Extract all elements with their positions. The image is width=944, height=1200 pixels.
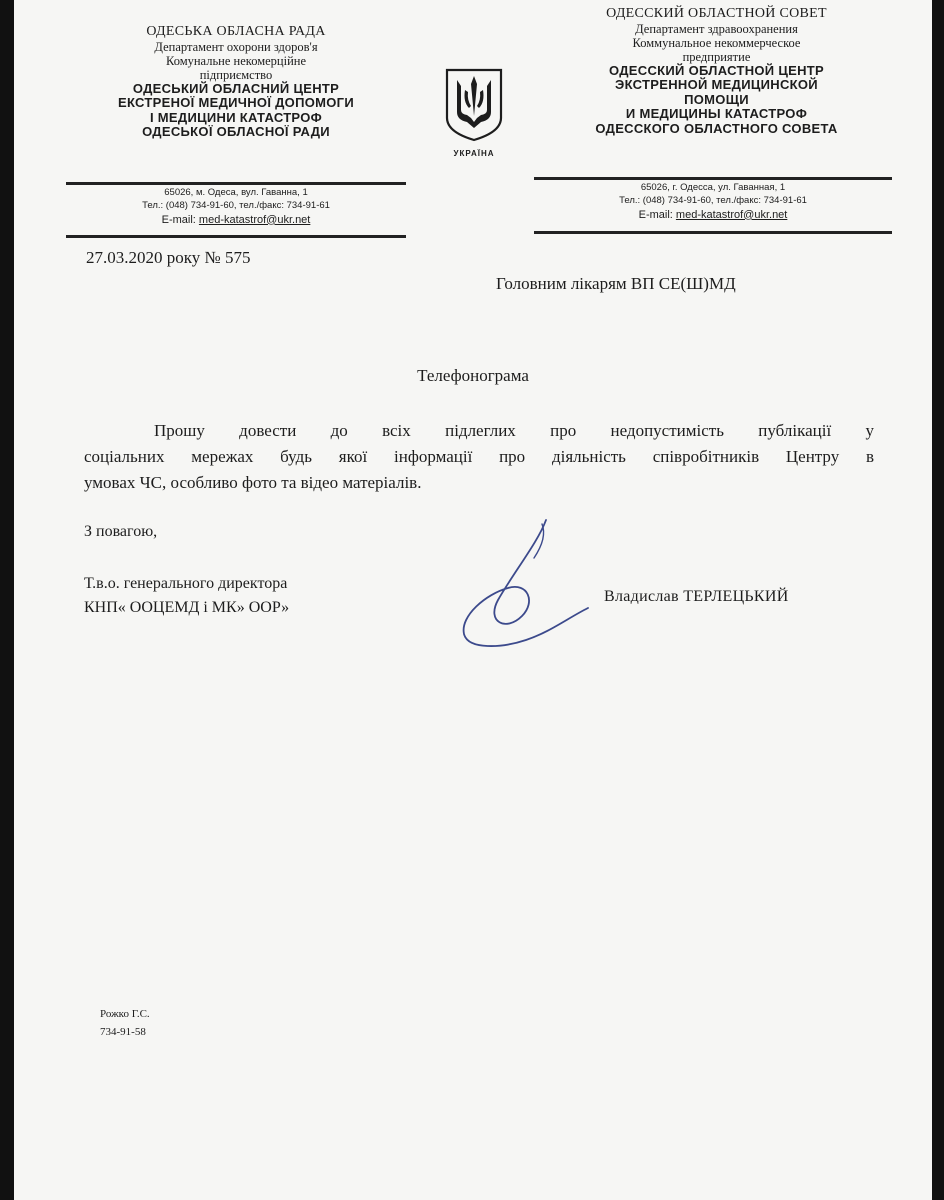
signer-name: Владислав ТЕРЛЕЦЬКИЙ (604, 588, 789, 605)
letter-body (84, 418, 874, 496)
executor-info (100, 1005, 150, 1041)
trident-icon (443, 66, 505, 142)
org-type-ru: Коммунальное некоммерческое (632, 35, 801, 50)
position-line: Т.в.о. генерального директора (84, 575, 288, 592)
emblem-caption: УКРАЇНА (453, 149, 495, 158)
header-right (544, 6, 889, 136)
addressee: Головним лікарям ВП СЕ(Ш)МД (496, 274, 736, 293)
council-name-ru: ОДЕССКИЙ ОБЛАСТНОЙ СОВЕТ (606, 6, 827, 21)
department-ru: Департамент здравоохранения (635, 21, 798, 36)
emblem (432, 66, 516, 158)
department-ua: Департамент охорони здоров'я (154, 39, 318, 54)
email-link-ru[interactable]: med-katastrof@ukr.net (675, 208, 788, 221)
email-label-ru: E-mail: (638, 208, 673, 221)
position-line: КНП« ООЦЕМД і МК» ООР» (84, 599, 290, 616)
handwritten-signature (442, 512, 602, 662)
org-name-ru-1: ОДЕССКИЙ ОБЛАСТНОЙ ЦЕНТР (608, 62, 825, 78)
org-name-ua-1: ОДЕСЬКИЙ ОБЛАСНИЙ ЦЕНТР (132, 80, 340, 96)
executor-phone: 734-91-58 (100, 1026, 146, 1038)
letter-page (14, 0, 932, 1200)
header-left-rule-bottom (66, 235, 406, 238)
closing: З повагою, (84, 523, 158, 540)
org-name-ru-5: ОДЕССКОГО ОБЛАСТНОГО СОВЕТА (595, 120, 838, 136)
body-line: Прошу довести до всіх підлеглих про недопустимість публікації у (154, 421, 874, 440)
org-name-ua-4: ОДЕСЬКОЇ ОБЛАСНОЇ РАДИ (142, 124, 330, 140)
address-ru: 65026, г. Одесса, ул. Гаванная, 1 (640, 182, 786, 193)
org-name-ru-4: И МЕДИЦИНЫ КАТАСТРОФ (625, 106, 808, 122)
phones-ua: Тел.: (048) 734-91-60, тел./факс: 734-91-61 (142, 199, 330, 211)
registration-number: 27.03.2020 року № 575 (86, 248, 251, 267)
org-type-ua-2: підприємство (199, 67, 273, 82)
org-name-ru-2: ЭКСТРЕННОЙ МЕДИЦИНСКОЙ (615, 77, 818, 93)
body-line: соціальних мережах будь якої інформації про діяльність співробітників Центру в (84, 447, 874, 466)
header-right-rule-top (534, 177, 892, 180)
header-right-rule-bottom (534, 231, 892, 234)
header-right-contacts (534, 182, 892, 222)
header-left (66, 24, 406, 140)
phones-ru: Тел.: (048) 734-91-60, тел./факс: 734-91-61 (619, 194, 807, 206)
org-type-ua: Комунальне некомерційне (165, 53, 307, 68)
signer-position (84, 572, 289, 620)
document-title: Телефонограма (417, 366, 529, 385)
address-ua: 65026, м. Одеса, вул. Гаванна, 1 (164, 187, 308, 198)
body-line: умовах ЧС, особливо фото та відео матеріалів. (84, 473, 422, 492)
org-name-ua-3: І МЕДИЦИНИ КАТАСТРОФ (149, 109, 323, 125)
executor-name: Рожко Г.С. (100, 1008, 150, 1020)
header-left-rule-top (66, 182, 406, 185)
org-name-ua-2: ЕКСТРЕНОЇ МЕДИЧНОЇ ДОПОМОГИ (118, 95, 354, 111)
header-left-contacts (66, 187, 406, 227)
email-label-ua: E-mail: (161, 213, 196, 226)
org-name-ru-3: ПОМОЩИ (684, 91, 749, 107)
email-link-ua[interactable]: med-katastrof@ukr.net (198, 213, 311, 226)
org-type-ru-2: предприятие (682, 49, 751, 64)
council-name-ua: ОДЕСЬКА ОБЛАСНА РАДА (146, 24, 326, 39)
